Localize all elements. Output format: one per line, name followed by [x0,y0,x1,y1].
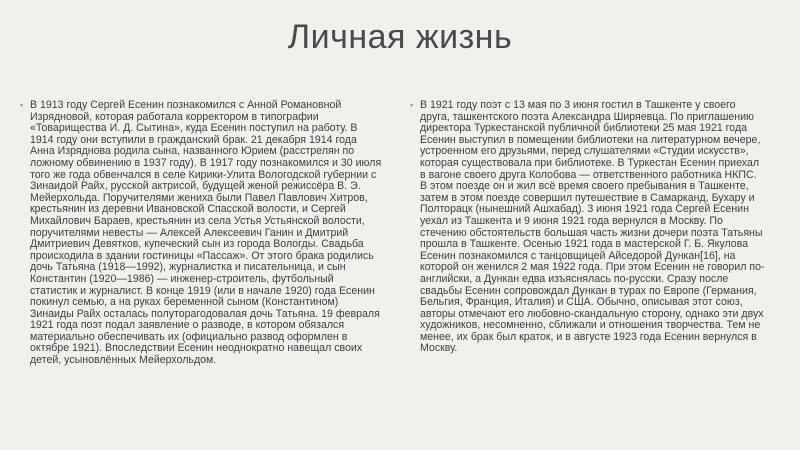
bullet-icon: ▪ [410,100,414,110]
bullet-icon: ▪ [20,100,24,110]
right-column [410,99,765,355]
slide-title: Личная жизнь [287,18,513,56]
right-column-text: В 1921 году поэт с 13 мая по 3 июня гостил в Ташкенте у своего друга, ташкентского поэта Александра Ширяевца. По приглашению директора Туркестанской публичной библиотеки 25 мая 1921 года Есенин выступил в помещении библиотеки на литературном вечере, устроенном его друзьями, перед слушателями «Студии искусств», которая существовала при библиотеке. В Туркестан Есенин приехал в вагоне своего друга Колобова — ответственного работника НКПС. В этом поезде он и жил всё время своего пребывания в Ташкенте, затем в этом поезде совершил путешествие в Самарканд, Бухару и Полторацк (нынешний Ашхабад). 3 июня 1921 года Сергей Есенин уехал из Ташкента и 9 июня 1921 года вернулся в Москву. По стечению обстоятельств большая часть жизни дочери поэта Татьяны прошла в Ташкенте. Осенью 1921 года в мастерской Г. Б. Якулова Есенин познакомился с танцовщицей Айседорой Дункан[16], на которой он женился 2 мая 1922 года. При этом Есенин не говорил по-английски, а Дункан едва изъяснялась по-русски. Сразу после свадьбы Есенин сопровождал Дункан в турах по Европе (Германия, Бельгия, Франция, Италия) и США. Обычно, описывая этот союз, авторы отмечают его любовно-скандальную сторону, однако эти двух художников, несомненно, сближали и отношения творчества. Тем не менее, их брак был краток, и в августе 1923 года Есенин вернулся в Москву. [420,99,765,355]
left-column-text: В 1913 году Сергей Есенин познакомился с Анной Романовной Изрядновой, которая работала корректором в типографии «Товарищества И. Д. Сытина», куда Есенин поступил на работу. В 1914 году они вступили в гражданский брак. 21 декабря 1914 года Анна Изряднова родила сына, названного Юрием (расстрелян по ложному обвинению в 1937 году). В 1917 году познакомился и 30 июля того же года обвенчался в селе Кирики-Улита Вологодской губернии с Зинаидой Райх, русской актрисой, будущей женой режиссёра В. Э. Мейерхольда. Поручителями жениха были Павел Павлович Хитров, крестьянин из деревни Ивановской Спасской волости, и Сергей Михайлович Бараев, крестьянин из села Устья Устьянской волости, поручителями невесты — Алексей Алексеевич Ганин и Дмитрий Дмитриевич Девятков, купеческий сын из города Вологды. Свадьба происходила в здании гостиницы «Пассаж». От этого брака родились дочь Татьяна (1918—1992), журналистка и писательница, и сын Константин (1920—1986) — инженер-строитель, футбольный статистик и журналист. В конце 1919 (или в начале 1920) года Есенин покинул семью, а на руках беременной сыном (Константином) Зинаиды Райх осталась полуторагодовалая дочь Татьяна. 19 февраля 1921 года поэт подал заявление о разводе, в котором обязался материально обеспечивать их (официально развод оформлен в октябре 1921). Впоследствии Есенин неоднократно навещал своих детей, усыновлённых Мейерхольдом. [30,99,382,367]
left-column [20,99,382,367]
